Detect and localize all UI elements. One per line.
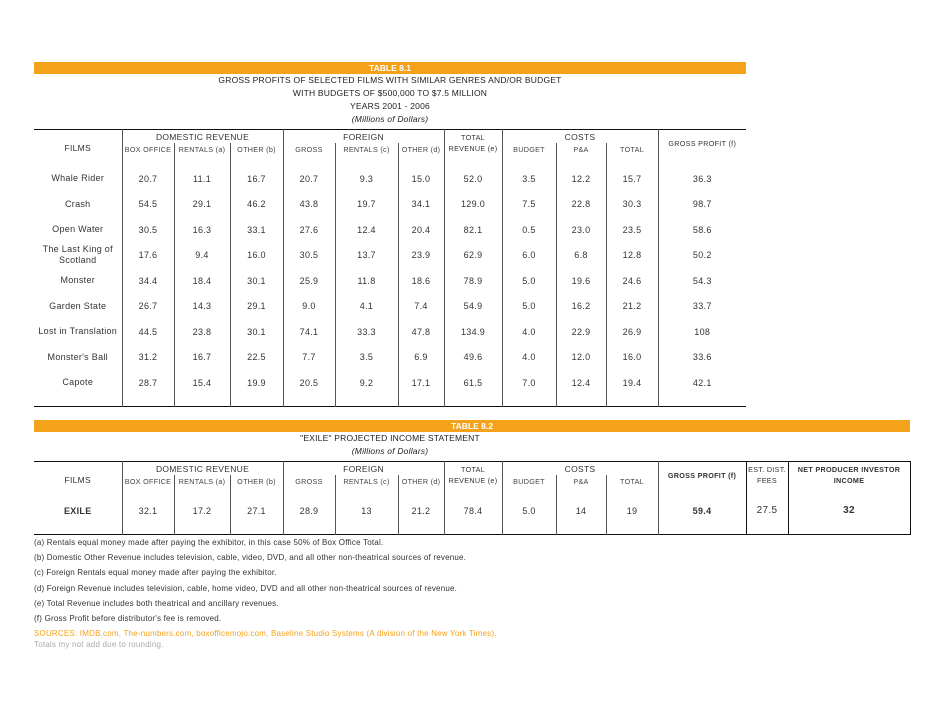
film-name: Monster (34, 268, 122, 294)
gross-value: 43.8 (283, 192, 335, 218)
pa-value: 22.9 (556, 319, 606, 345)
other-d-value: 23.9 (398, 243, 444, 269)
gross-profit-value: 108 (694, 326, 711, 337)
budget-value: 7.0 (502, 370, 556, 396)
rentals-a-value: 9.4 (174, 243, 230, 269)
total-value: 12.8 (606, 243, 658, 269)
rentals-c-value: 9.2 (335, 370, 398, 396)
table-row (34, 370, 746, 396)
film-name: Monster's Ball (34, 345, 122, 371)
footnote-b: (b) Domestic Other Revenue includes television, cable, video, DVD, and all other non-theatrical sources of revenue. (34, 553, 467, 563)
rentals-c-value: 13.7 (335, 243, 398, 269)
rentals-c-value: 9.3 (335, 166, 398, 192)
rentals-c-header: RENTALS (c) (335, 475, 398, 488)
table1-sub-header-row (34, 143, 746, 156)
total-revenue-value: 52.0 (444, 166, 502, 192)
gross-value: 25.9 (283, 268, 335, 294)
pa-header: P&A (556, 475, 606, 488)
rentals-a-value: 11.1 (174, 166, 230, 192)
total-value: 19.4 (606, 370, 658, 396)
gross-profit-value: 33.7 (692, 301, 712, 312)
footnote-a: (a) Rentals equal money made after paying the exhibitor, in this case 50% of Box Office Total. (34, 538, 384, 547)
films-header: FILMS (34, 462, 122, 489)
rentals-c-value: 13 (335, 498, 398, 524)
dist-fees-header: EST. DIST. FEES (746, 462, 788, 489)
table1-title-line-2: WITH BUDGETS OF $500,000 TO $7.5 MILLION (292, 88, 488, 98)
total-revenue-value: 61.5 (444, 370, 502, 396)
pa-value: 22.8 (556, 192, 606, 218)
film-name: Crash (34, 192, 122, 218)
rentals-a-value: 15.4 (174, 370, 230, 396)
other-b-value: 46.2 (230, 192, 283, 218)
pa-value: 23.0 (556, 217, 606, 243)
rentals-a-header: RENTALS (a) (174, 475, 230, 488)
pa-header: P&A (556, 143, 606, 156)
total-value: 23.5 (606, 217, 658, 243)
table2 (34, 461, 911, 535)
gross-value: 20.7 (283, 166, 335, 192)
box-office-value: 20.7 (122, 166, 174, 192)
table-row (34, 345, 746, 371)
rentals-a-value: 29.1 (174, 192, 230, 218)
budget-value: 5.0 (502, 498, 556, 524)
table2-units: (Millions of Dollars) (351, 446, 429, 456)
table1-title-line-1: GROSS PROFITS OF SELECTED FILMS WITH SIMILAR GENRES AND/OR BUDGET (218, 75, 562, 85)
gross-profit-value: 50.2 (692, 250, 712, 261)
budget-value: 6.0 (502, 243, 556, 269)
pa-value: 14 (556, 498, 606, 524)
rounding-note: Totals my not add due to rounding. (34, 640, 164, 650)
box-office-value: 34.4 (122, 268, 174, 294)
box-office-header: BOX OFFICE (122, 143, 174, 156)
foreign-header: FOREIGN (283, 462, 444, 476)
box-office-value: 44.5 (122, 319, 174, 345)
other-d-value: 17.1 (398, 370, 444, 396)
domestic-revenue-header: DOMESTIC REVENUE (122, 462, 283, 476)
other-d-value: 20.4 (398, 217, 444, 243)
other-b-value: 29.1 (230, 294, 283, 320)
pa-value: 12.2 (556, 166, 606, 192)
film-name: EXILE (34, 498, 122, 524)
total-revenue-header: TOTAL REVENUE (e) (444, 462, 502, 489)
table1-group-header-row (34, 130, 746, 144)
gross-profit-value: 58.6 (692, 224, 712, 235)
pa-value: 12.4 (556, 370, 606, 396)
gross-value: 7.7 (283, 345, 335, 371)
other-b-header: OTHER (b) (230, 143, 283, 156)
budget-value: 5.0 (502, 294, 556, 320)
other-b-value: 16.7 (230, 166, 283, 192)
rentals-a-value: 23.8 (174, 319, 230, 345)
pa-value: 16.2 (556, 294, 606, 320)
investor-income-value: 32 (843, 505, 855, 517)
rentals-a-value: 16.7 (174, 345, 230, 371)
box-office-value: 54.5 (122, 192, 174, 218)
gross-value: 20.5 (283, 370, 335, 396)
footnote-f: (f) Gross Profit before distributor's fee is removed. (34, 614, 222, 624)
table-row (34, 498, 910, 524)
rentals-a-value: 18.4 (174, 268, 230, 294)
rentals-c-value: 19.7 (335, 192, 398, 218)
investor-income-header: NET PRODUCER INVESTOR INCOME (797, 465, 901, 485)
table1-label-band: TABLE 8.1 (34, 62, 746, 74)
gross-profit-header: GROSS PROFIT (f) (668, 138, 737, 148)
total-header: TOTAL (606, 143, 658, 156)
other-d-header: OTHER (d) (398, 143, 444, 156)
other-b-header: OTHER (b) (230, 475, 283, 488)
table2-group-header-row (34, 462, 910, 476)
pa-value: 12.0 (556, 345, 606, 371)
total-header: TOTAL (606, 475, 658, 488)
footnotes (34, 535, 914, 653)
other-d-value: 7.4 (398, 294, 444, 320)
other-b-value: 22.5 (230, 345, 283, 371)
table-row (34, 268, 746, 294)
film-name: Capote (34, 370, 122, 396)
budget-value: 4.0 (502, 319, 556, 345)
total-revenue-value: 129.0 (444, 192, 502, 218)
rentals-a-value: 16.3 (174, 217, 230, 243)
film-name: Whale Rider (34, 166, 122, 192)
box-office-value: 17.6 (122, 243, 174, 269)
rentals-a-header: RENTALS (a) (174, 143, 230, 156)
dist-fees-value: 27.5 (746, 498, 788, 524)
table1-title-line-3: YEARS 2001 - 2006 (350, 101, 430, 111)
table1 (34, 129, 746, 407)
total-value: 21.2 (606, 294, 658, 320)
box-office-value: 26.7 (122, 294, 174, 320)
budget-value: 7.5 (502, 192, 556, 218)
budget-header: BUDGET (502, 143, 556, 156)
other-b-value: 27.1 (230, 498, 283, 524)
film-name: Garden State (34, 294, 122, 320)
table2-title: "EXILE" PROJECTED INCOME STATEMENT (300, 433, 480, 443)
other-b-value: 16.0 (230, 243, 283, 269)
table-row (34, 243, 746, 269)
total-value: 30.3 (606, 192, 658, 218)
box-office-value: 32.1 (122, 498, 174, 524)
rentals-c-value: 3.5 (335, 345, 398, 371)
footnote-c: (c) Foreign Rentals equal money made after paying the exhibitor. (34, 568, 277, 578)
table1-gap-row (34, 156, 746, 166)
table2-label-band: TABLE 8.2 (34, 420, 910, 432)
pa-value: 6.8 (556, 243, 606, 269)
box-office-value: 28.7 (122, 370, 174, 396)
gross-profit-value: 54.3 (692, 275, 712, 286)
gross-value: 27.6 (283, 217, 335, 243)
total-revenue-value: 49.6 (444, 345, 502, 371)
film-name: Lost in Translation (34, 319, 122, 345)
table2-gap-row-bottom (34, 524, 910, 535)
footnote-d: (d) Foreign Revenue includes television, cable, home video, DVD and all other non-theatrical sources of revenue. (34, 583, 458, 593)
rentals-a-value: 14.3 (174, 294, 230, 320)
film-name: Open Water (34, 217, 122, 243)
rentals-c-value: 12.4 (335, 217, 398, 243)
other-b-value: 30.1 (230, 268, 283, 294)
gross-profit-value: 33.6 (692, 352, 712, 363)
gross-value: 28.9 (283, 498, 335, 524)
gross-profit-value: 98.7 (692, 199, 712, 210)
total-revenue-value: 54.9 (444, 294, 502, 320)
film-name: The Last King of Scotland (34, 243, 122, 269)
gross-value: 9.0 (283, 294, 335, 320)
table-row (34, 319, 746, 345)
box-office-value: 31.2 (122, 345, 174, 371)
budget-value: 5.0 (502, 268, 556, 294)
domestic-revenue-header: DOMESTIC REVENUE (122, 130, 283, 144)
gross-header: GROSS (283, 143, 335, 156)
total-value: 24.6 (606, 268, 658, 294)
other-d-value: 15.0 (398, 166, 444, 192)
other-d-value: 6.9 (398, 345, 444, 371)
table1-units: (Millions of Dollars) (351, 114, 429, 124)
total-revenue-value: 134.9 (444, 319, 502, 345)
table-row (34, 166, 746, 192)
total-revenue-value: 62.9 (444, 243, 502, 269)
sources-line: SOURCES: IMDB.com, The-numbers.com, boxofficemojo.com, Baseline Studio Systems (A division of the New York Times). (34, 629, 497, 639)
rentals-c-header: RENTALS (c) (335, 143, 398, 156)
budget-header: BUDGET (502, 475, 556, 488)
table-row (34, 294, 746, 320)
total-revenue-header: TOTAL REVENUE (e) (444, 130, 502, 157)
budget-value: 3.5 (502, 166, 556, 192)
other-b-value: 30.1 (230, 319, 283, 345)
table2-gap-row (34, 488, 910, 498)
gross-header: GROSS (283, 475, 335, 488)
rentals-c-value: 4.1 (335, 294, 398, 320)
other-d-value: 47.8 (398, 319, 444, 345)
table-row (34, 192, 746, 218)
total-value: 26.9 (606, 319, 658, 345)
other-d-value: 34.1 (398, 192, 444, 218)
other-b-value: 19.9 (230, 370, 283, 396)
total-revenue-value: 82.1 (444, 217, 502, 243)
gross-profit-value: 59.4 (658, 498, 746, 524)
rentals-a-value: 17.2 (174, 498, 230, 524)
table-row (34, 217, 746, 243)
total-revenue-value: 78.9 (444, 268, 502, 294)
footnote-e: (e) Total Revenue includes both theatrical and ancillary revenues. (34, 598, 279, 608)
box-office-header: BOX OFFICE (122, 475, 174, 488)
costs-header: COSTS (502, 130, 658, 144)
other-b-value: 33.1 (230, 217, 283, 243)
budget-value: 4.0 (502, 345, 556, 371)
other-d-value: 21.2 (398, 498, 444, 524)
box-office-value: 30.5 (122, 217, 174, 243)
table1-body (34, 156, 746, 406)
gross-value: 30.5 (283, 243, 335, 269)
rentals-c-value: 33.3 (335, 319, 398, 345)
rentals-c-value: 11.8 (335, 268, 398, 294)
other-d-value: 18.6 (398, 268, 444, 294)
films-header: FILMS (34, 130, 122, 157)
other-d-header: OTHER (d) (398, 475, 444, 488)
total-value: 19 (606, 498, 658, 524)
total-value: 15.7 (606, 166, 658, 192)
foreign-header: FOREIGN (283, 130, 444, 144)
costs-header: COSTS (502, 462, 658, 476)
gross-profit-value: 36.3 (692, 173, 712, 184)
gross-value: 74.1 (283, 319, 335, 345)
total-revenue-value: 78.4 (444, 498, 502, 524)
table1-gap-row (34, 396, 746, 407)
budget-value: 0.5 (502, 217, 556, 243)
pa-value: 19.6 (556, 268, 606, 294)
gross-profit-value: 42.1 (692, 377, 712, 388)
total-value: 16.0 (606, 345, 658, 371)
gross-profit-header: GROSS PROFIT (f) (658, 462, 746, 489)
